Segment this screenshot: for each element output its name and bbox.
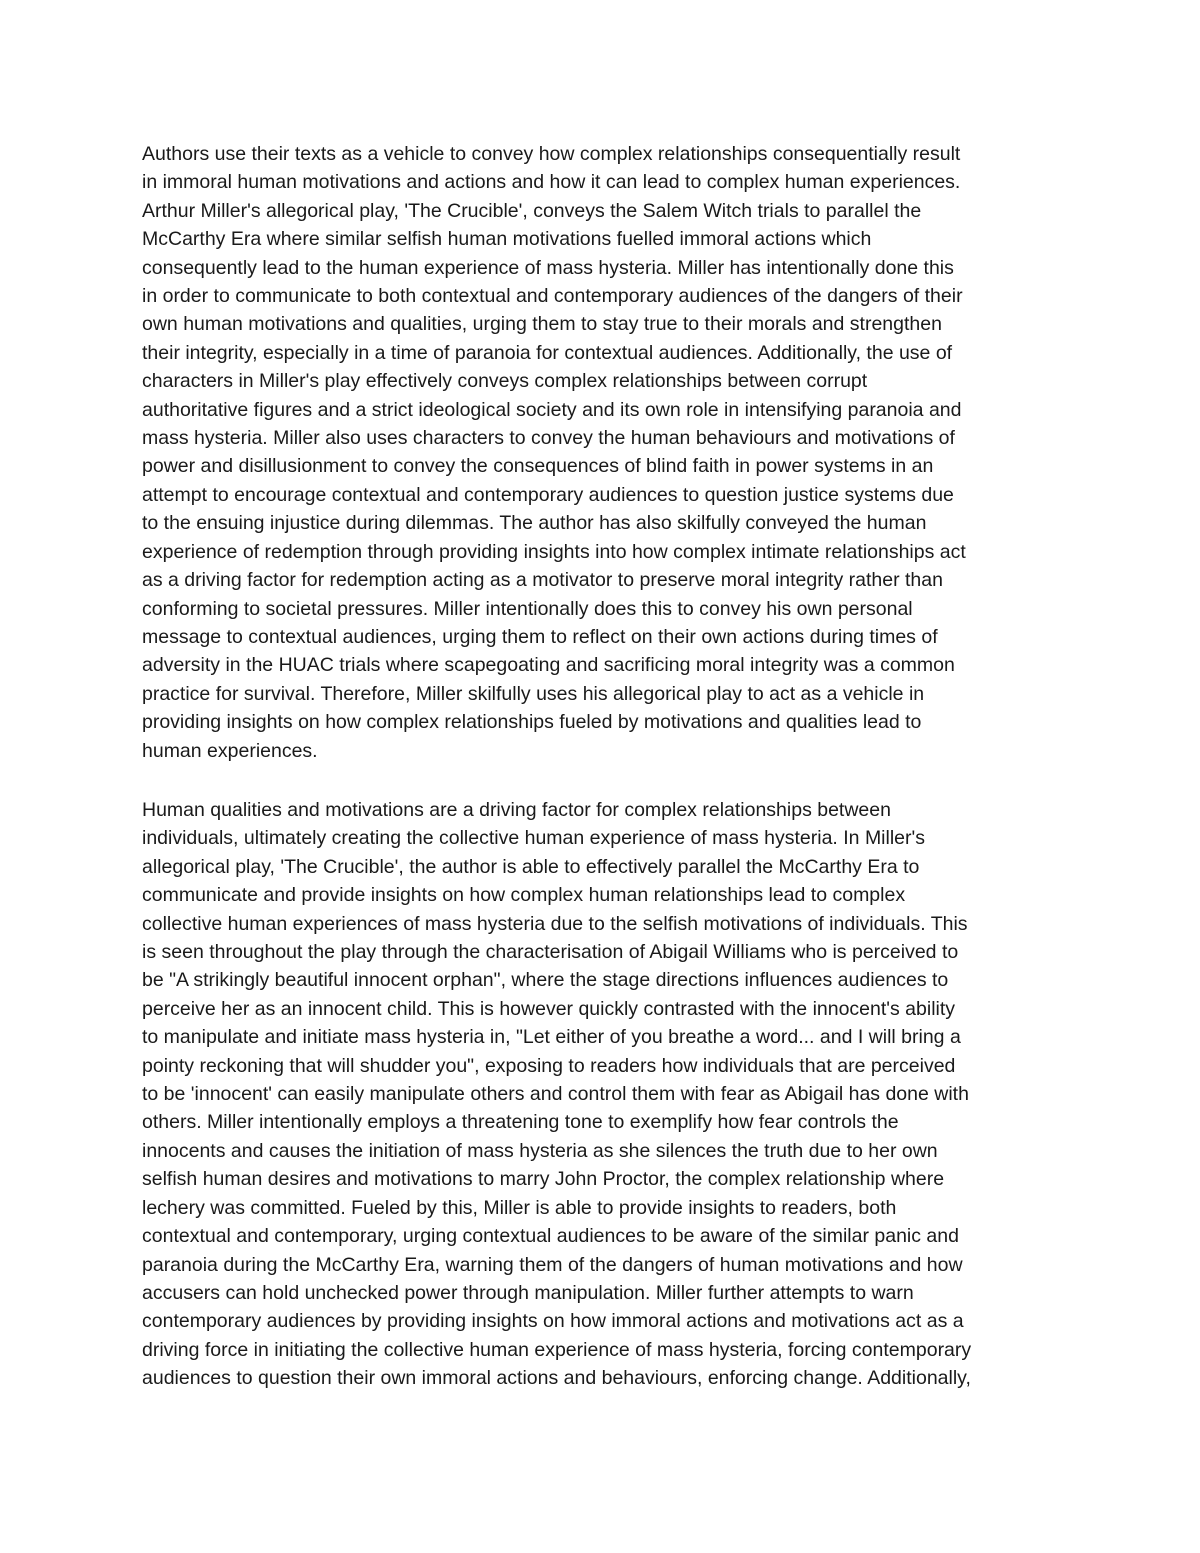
paragraph-line: providing insights on how complex relationships fueled by motivations and qualities lead to (142, 711, 922, 734)
paragraph-line: consequently lead to the human experience of mass hysteria. Miller has intentionally done this (142, 256, 954, 279)
paragraph-line: attempt to encourage contextual and contemporary audiences to question justice systems due (142, 483, 954, 506)
paragraph-line: as a driving factor for redemption acting as a motivator to preserve moral integrity rather than (142, 569, 943, 592)
paragraph-line: experience of redemption through providing insights into how complex intimate relationships act (142, 540, 966, 563)
paragraph-line: Human qualities and motivations are a driving factor for complex relationships between (142, 799, 891, 821)
paragraph-line: individuals, ultimately creating the collective human experience of mass hysteria. In Miller's (142, 827, 925, 850)
paragraph-line: message to contextual audiences, urging them to reflect on their own actions during times of (142, 625, 938, 648)
paragraph-line: human experiences. (142, 739, 318, 762)
paragraph-line: pointy reckoning that will shudder you", exposing to readers how individuals that are perceived (142, 1054, 956, 1077)
paragraph-line: selfish human desires and motivations to marry John Proctor, the complex relationship where (142, 1168, 945, 1191)
paragraph-line: be "A strikingly beautiful innocent orphan", where the stage directions influences audiences to (142, 969, 949, 992)
paragraph-line: characters in Miller's play effectively conveys complex relationships between corrupt (142, 370, 868, 393)
paragraph-line: Authors use their texts as a vehicle to convey how complex relationships consequentially result (142, 143, 961, 165)
paragraph-line: authoritative figures and a strict ideological society and its own role in intensifying paranoia and (142, 398, 962, 421)
paragraph-line: contemporary audiences by providing insights on how immoral actions and motivations act as a (142, 1310, 964, 1333)
paragraph-line: conforming to societal pressures. Miller intentionally does this to convey his own personal (142, 597, 913, 620)
paragraph-line: McCarthy Era where similar selfish human motivations fuelled immoral actions which (142, 228, 872, 251)
paragraph-line: driving force in initiating the collective human experience of mass hysteria, forcing contemporary (142, 1338, 972, 1361)
paragraph-line: own human motivations and qualities, urging them to stay true to their morals and strengthen (142, 313, 942, 336)
paragraph-line: mass hysteria. Miller also uses characters to convey the human behaviours and motivations of (142, 427, 955, 450)
paragraph-line: in order to communicate to both contextual and contemporary audiences of the dangers of their (142, 285, 963, 308)
paragraph-line: adversity in the HUAC trials where scapegoating and sacrificing moral integrity was a common (142, 654, 955, 677)
paragraph-line: others. Miller intentionally employs a threatening tone to exemplify how fear controls the (142, 1111, 899, 1134)
paragraph-line: communicate and provide insights on how complex human relationships lead to complex (142, 884, 906, 907)
paragraph-line: paranoia during the McCarthy Era, warning them of the dangers of human motivations and how (142, 1253, 963, 1276)
paragraph-line: contextual and contemporary, urging contextual audiences to be aware of the similar panic and (142, 1225, 959, 1248)
paragraph-line: Arthur Miller's allegorical play, 'The Crucible', conveys the Salem Witch trials to parallel the (142, 199, 922, 222)
essay-paragraph-body (142, 796, 1072, 1393)
paragraph-line: to manipulate and initiate mass hysteria in, "Let either of you breathe a word... and I will bring a (142, 1026, 961, 1049)
paragraph-line: is seen throughout the play through the characterisation of Abigail Williams who is perceived to (142, 941, 959, 964)
paragraph-line: power and disillusionment to convey the consequences of blind faith in power systems in an (142, 455, 934, 478)
paragraph-line: in immoral human motivations and actions and how it can lead to complex human experiences. (142, 171, 961, 194)
paragraph-line: accusers can hold unchecked power through manipulation. Miller further attempts to warn (142, 1281, 914, 1304)
paragraph-line: collective human experiences of mass hysteria due to the selfish motivations of individuals. This (142, 912, 968, 935)
paragraph-line: their integrity, especially in a time of paranoia for contextual audiences. Additionally, the use of (142, 341, 953, 364)
essay-paragraph-intro (142, 140, 1072, 765)
paragraph-line: to be 'innocent' can easily manipulate others and control them with fear as Abigail has done with (142, 1083, 969, 1106)
paragraph-line: to the ensuing injustice during dilemmas. The author has also skilfully conveyed the human (142, 512, 927, 535)
paragraph-line: perceive her as an innocent child. This is however quickly contrasted with the innocent's ability (142, 997, 956, 1020)
paragraph-line: audiences to question their own immoral actions and behaviours, enforcing change. Additionally, (142, 1367, 971, 1390)
paragraph-line: allegorical play, 'The Crucible', the author is able to effectively parallel the McCarthy Era to (142, 855, 920, 878)
paragraph-line: innocents and causes the initiation of mass hysteria as she silences the truth due to her own (142, 1139, 938, 1162)
paragraph-line: lechery was committed. Fueled by this, Miller is able to provide insights to readers, both (142, 1196, 897, 1219)
paragraph-line: practice for survival. Therefore, Miller skilfully uses his allegorical play to act as a vehicle in (142, 682, 925, 705)
